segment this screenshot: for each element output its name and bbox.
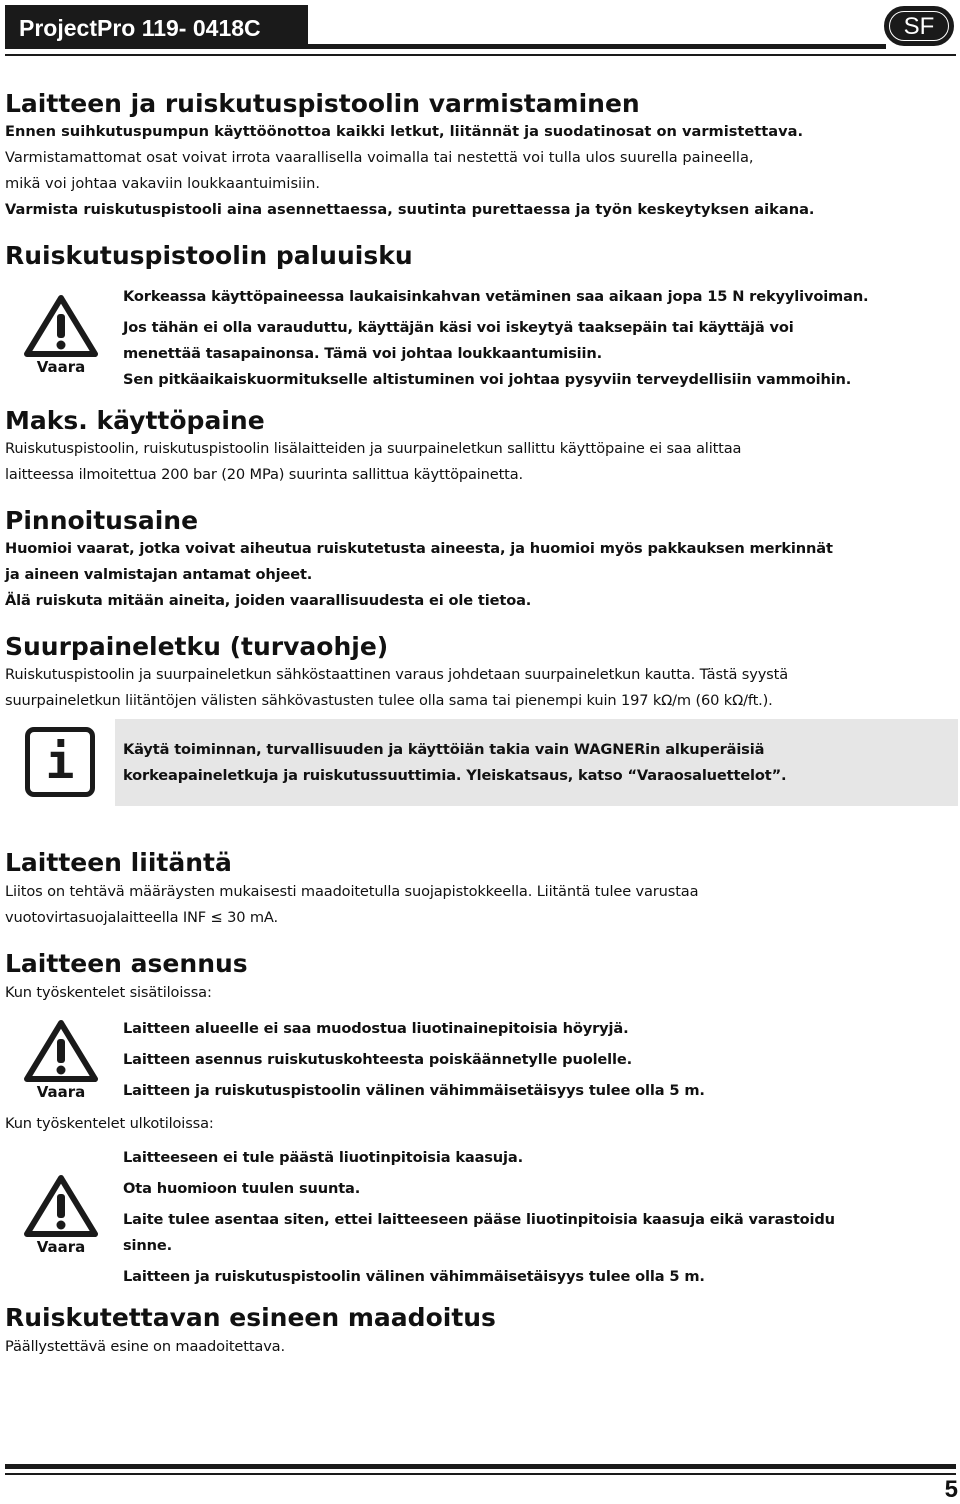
section-heading-coating: Pinnoitusaine: [5, 506, 199, 535]
section-body-max-pressure: [5, 436, 957, 488]
warning-line: Laitteen ja ruiskutuspistoolin välinen vähimmäisetäisyys tulee olla 5 m.: [123, 1268, 705, 1285]
section-heading-hose: Suurpaineletku (turvaohje): [5, 632, 389, 661]
warning-line: Laitteen asennus ruiskutuskohteesta poiskäännetylle puolelle.: [123, 1051, 633, 1068]
info-line: korkeapaineletkuja ja ruiskutussuuttimia. Yleiskatsaus, katso “Varaosaluettelot”.: [123, 767, 787, 784]
body-line: Älä ruiskuta mitään aineita, joiden vaarallisuudesta ei ole tietoa.: [5, 592, 532, 609]
warning-line: Ota huomioon tuulen suunta.: [123, 1180, 361, 1197]
body-line: ja aineen valmistajan antamat ohjeet.: [5, 566, 313, 583]
language-badge: [884, 6, 954, 46]
warning-icon: [24, 294, 98, 384]
outdoor-intro: Kun työskentelet ulkotiloissa:: [5, 1115, 214, 1132]
warning-triangle-icon: [24, 1174, 98, 1238]
section-heading-max-pressure: Maks. käyttöpaine: [5, 406, 265, 435]
warning-line: sinne.: [123, 1237, 173, 1254]
header-rule-thin: [5, 54, 956, 56]
body-line: vuotovirtasuojalaitteella INF ≤ 30 mA.: [5, 909, 278, 926]
warning-line: Laitteeseen ei tule päästä liuotinpitoisia kaasuja.: [123, 1149, 523, 1166]
section-heading-securing: Laitteen ja ruiskutuspistoolin varmistaminen: [5, 89, 640, 118]
section-heading-connection: Laitteen liitäntä: [5, 848, 232, 877]
body-line: mikä voi johtaa vakaviin loukkaantuimisiin.: [5, 175, 321, 192]
body-line: Ennen suihkutuspumpun käyttöönottoa kaikki letkut, liitännät ja suodatinosat on varmistettava.: [5, 123, 804, 140]
warning-label: Vaara: [36, 358, 86, 376]
page-number: 5: [944, 1476, 958, 1503]
body-line: suurpaineletkun liitäntöjen välisten sähkövastusten tulee olla sama tai pienempi kuin 197 kΩ/m (60 kΩ/ft.).: [5, 692, 773, 709]
section-body-connection: [5, 879, 957, 931]
warning-line: Korkeassa käyttöpaineessa laukaisinkahvan vetäminen saa aikaan jopa 15 N rekyylivoiman.: [123, 288, 869, 305]
section-heading-installation: Laitteen asennus: [5, 949, 248, 978]
indoor-intro: Kun työskentelet sisätiloissa:: [5, 984, 212, 1001]
warning-text-indoor: [123, 1016, 958, 1104]
body-line: laitteessa ilmoitettua 200 bar (20 MPa) suurinta sallittua käyttöpainetta.: [5, 466, 524, 483]
warning-text-recoil: [123, 284, 958, 393]
section-heading-grounding: Ruiskutettavan esineen maadoitus: [5, 1303, 496, 1332]
warning-line: Laitteen alueelle ei saa muodostua liuotinainepitoisia höyryjä.: [123, 1020, 629, 1037]
warning-label: Vaara: [36, 1238, 86, 1256]
info-line: Käytä toiminnan, turvallisuuden ja käyttöiän takia vain WAGNERin alkuperäisiä: [123, 741, 765, 758]
warning-icon: [24, 1019, 98, 1109]
header-rule: [308, 44, 886, 49]
body-line: Ruiskutuspistoolin ja suurpaineletkun sähköstaattinen varaus johdetaan suurpaineletkun kautta. Tästä syystä: [5, 666, 788, 683]
document-title: ProjectPro 119- 0418C: [19, 15, 261, 41]
section-body-securing: [5, 119, 957, 223]
warning-label: Vaara: [36, 1083, 86, 1101]
info-icon-glyph: i: [45, 734, 75, 790]
warning-line: Laite tulee asentaa siten, ettei laitteeseen pääse liuotinpitoisia kaasuja eikä varastoidu: [123, 1211, 835, 1228]
info-text: [123, 737, 786, 789]
warning-triangle-icon: [24, 294, 98, 358]
warning-line: Jos tähän ei olla varauduttu, käyttäjän käsi voi iskeytyä taaksepäin tai käyttäjä voi: [123, 319, 794, 336]
section-body-hose: [5, 662, 957, 714]
body-line: Päällystettävä esine on maadoitettava.: [5, 1338, 285, 1355]
warning-icon: [24, 1174, 98, 1264]
warning-text-outdoor: [123, 1145, 958, 1290]
body-line: Ruiskutuspistoolin, ruiskutuspistoolin lisälaitteiden ja suurpaineletkun sallittu käyttöpaine ei saa alittaa: [5, 440, 742, 457]
language-badge-label: SF: [889, 11, 949, 41]
warning-line: Laitteen ja ruiskutuspistoolin välinen vähimmäisetäisyys tulee olla 5 m.: [123, 1082, 705, 1099]
section-body-coating: [5, 536, 957, 614]
warning-line: menettää tasapainonsa. Tämä voi johtaa loukkaantumisiin.: [123, 345, 603, 362]
section-heading-recoil: Ruiskutuspistoolin paluuisku: [5, 241, 413, 270]
body-line: Huomioi vaarat, jotka voivat aiheutua ruiskutetusta aineesta, ja huomioi myös pakkauksen merkinnät: [5, 540, 833, 557]
warning-line: Sen pitkäaikaiskuormitukselle altistuminen voi johtaa pysyviin terveydellisiin vammoihin.: [123, 371, 852, 388]
footer-rule: [5, 1464, 956, 1469]
warning-triangle-icon: [24, 1019, 98, 1083]
body-line: Varmistamattomat osat voivat irrota vaarallisella voimalla tai nestettä voi tulla ulos suurella paineella,: [5, 149, 754, 166]
body-line: Liitos on tehtävä määräysten mukaisesti maadoitetulla suojapistokkeella. Liitäntä tulee varustaa: [5, 883, 699, 900]
body-line: Varmista ruiskutuspistooli aina asennettaessa, suutinta purettaessa ja työn keskeytyksen aikana.: [5, 201, 815, 218]
footer-rule-thin: [5, 1473, 956, 1475]
info-icon: [25, 727, 95, 797]
info-box: [115, 719, 958, 806]
section-body-grounding: [5, 1334, 957, 1360]
